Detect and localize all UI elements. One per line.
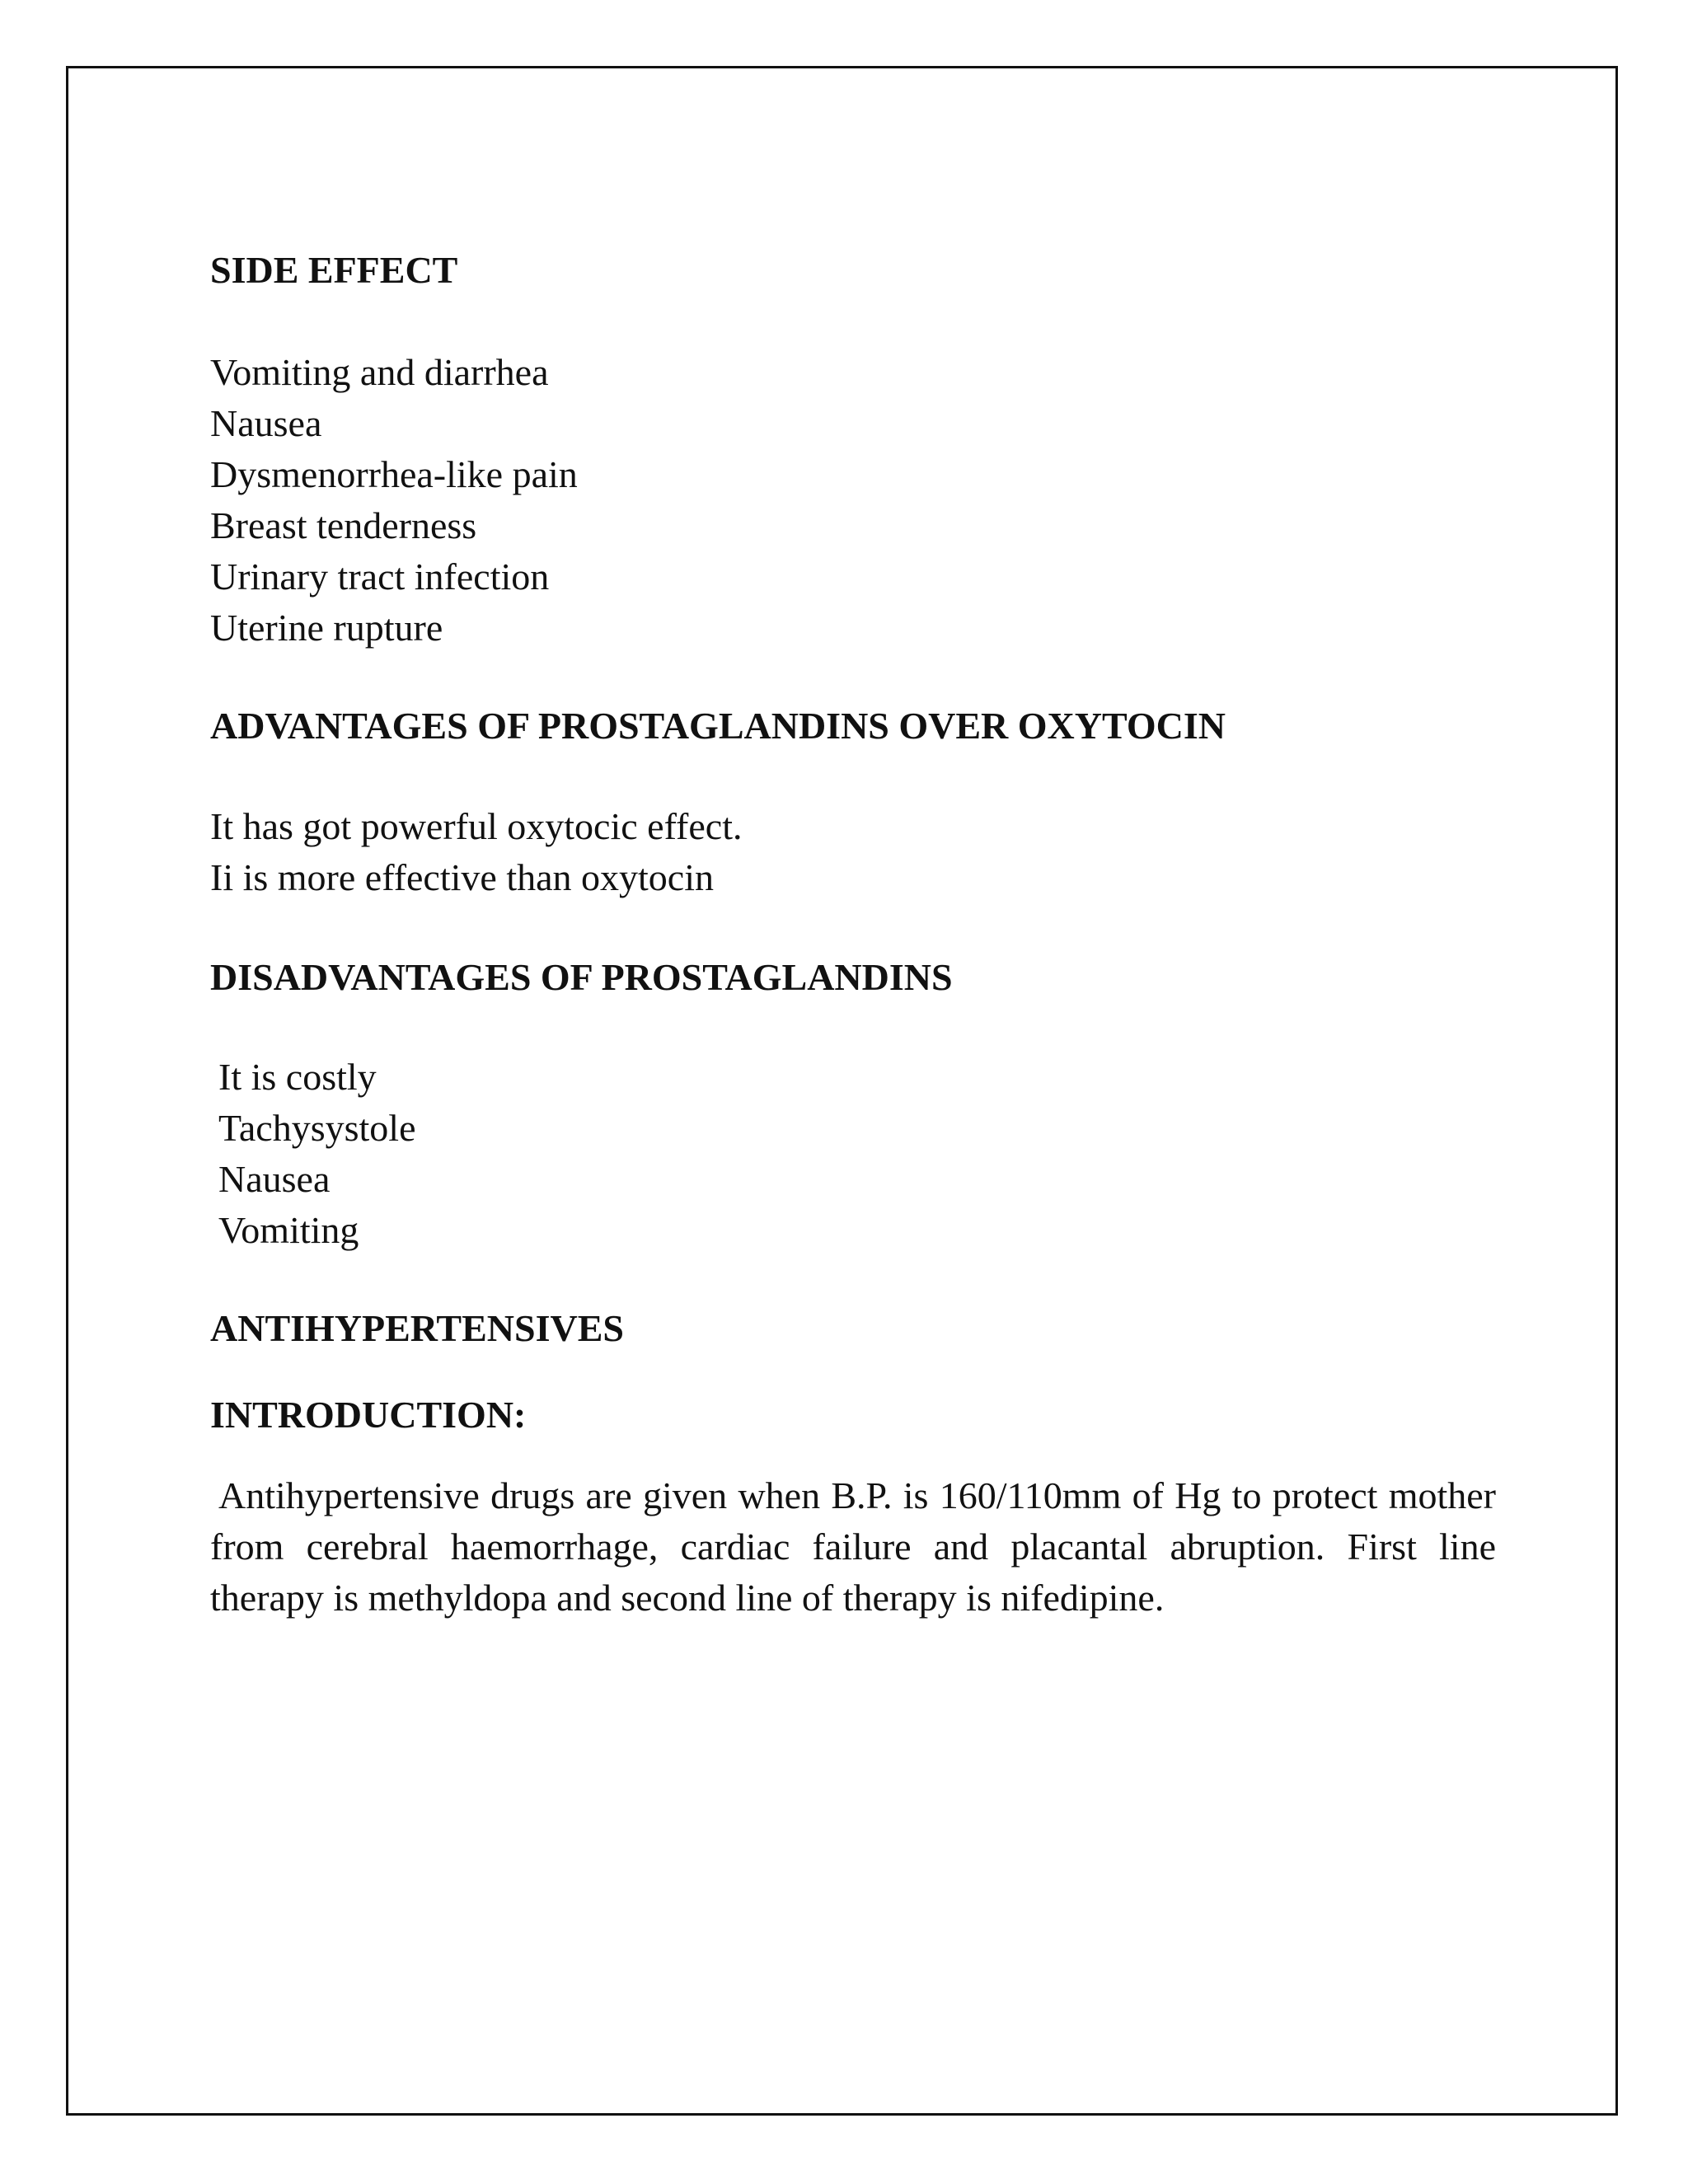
introduction-heading: INTRODUCTION: bbox=[210, 1393, 527, 1436]
disadvantages-list bbox=[210, 1052, 1496, 1256]
list-item: It is costly bbox=[218, 1055, 377, 1098]
advantages-list bbox=[210, 801, 1496, 903]
list-item: Nausea bbox=[218, 1157, 331, 1200]
side-effect-list bbox=[210, 347, 1496, 654]
list-item: Vomiting bbox=[218, 1208, 359, 1251]
list-item: Ii is more effective than oxytocin bbox=[210, 856, 715, 899]
document-content bbox=[210, 247, 1496, 1624]
advantages-heading: ADVANTAGES OF PROSTAGLANDINS OVER OXYTOCIN bbox=[210, 705, 1226, 748]
list-item: It has got powerful oxytocic effect. bbox=[210, 805, 743, 848]
list-item: Vomiting and diarrhea bbox=[210, 351, 549, 394]
list-item: Breast tenderness bbox=[210, 504, 477, 547]
antihypertensives-heading: ANTIHYPERTENSIVES bbox=[210, 1306, 624, 1349]
introduction-paragraph: Antihypertensive drugs are given when B.P. is 160/110mm of Hg to protect mother from cerebral haemorrhage, cardiac failure and placantal abruption. First line therapy is methyldopa and second line of therapy is nifedipine. bbox=[210, 1474, 1496, 1619]
list-item: Tachysystole bbox=[218, 1106, 416, 1149]
list-item: Dysmenorrhea-like pain bbox=[210, 453, 578, 496]
list-item: Uterine rupture bbox=[210, 607, 443, 649]
side-effect-heading: SIDE EFFECT bbox=[210, 249, 458, 291]
list-item: Urinary tract infection bbox=[210, 555, 550, 598]
list-item: Nausea bbox=[210, 402, 322, 445]
disadvantages-heading: DISADVANTAGES OF PROSTAGLANDINS bbox=[210, 956, 953, 999]
